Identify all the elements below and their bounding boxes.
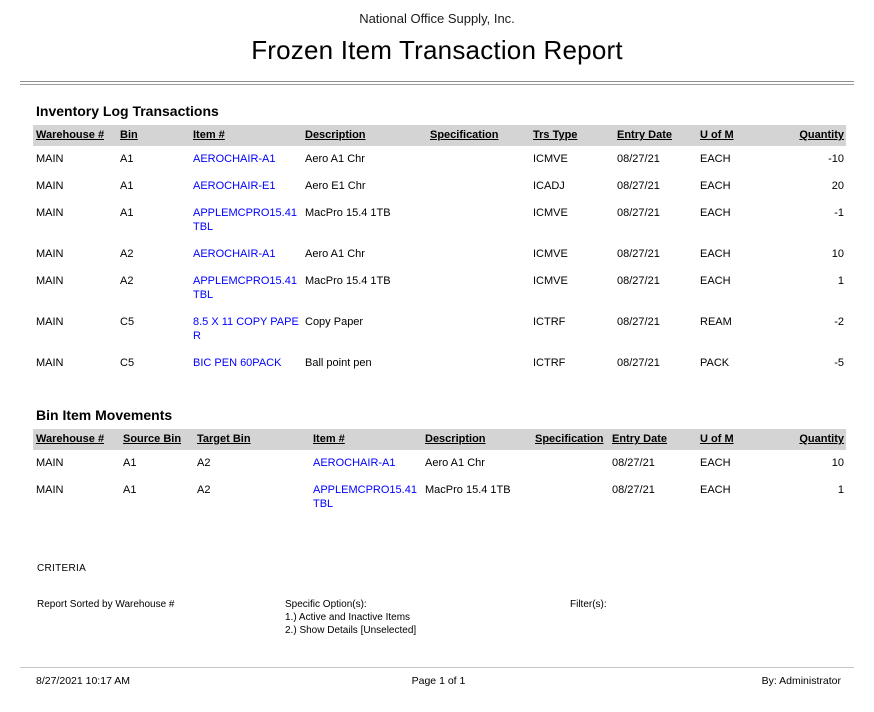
criteria-section	[37, 563, 854, 638]
cell-quantity: -2	[834, 316, 844, 328]
cell-bin: C5	[120, 357, 135, 369]
cell-description: MacPro 15.4 1TB	[305, 207, 391, 219]
cell-specification	[427, 241, 530, 268]
cell-quantity: 10	[831, 457, 844, 469]
criteria-label: CRITERIA	[37, 563, 87, 574]
inventory-log-header-row	[33, 125, 846, 146]
cell-target-bin: A2	[197, 457, 211, 469]
footer-page-number: Page 1 of 1	[411, 675, 466, 687]
col-header-specification: Specification	[532, 429, 609, 450]
cell-bin: A1	[120, 153, 134, 165]
bin-movements-header-row	[33, 429, 846, 450]
item-link[interactable]: APPLEMCPRO15.41TBL	[313, 484, 417, 510]
cell-entry-date: 08/27/21	[617, 180, 660, 192]
specific-options-label: Specific Option(s):	[285, 599, 367, 610]
col-header-source-bin: Source Bin	[120, 429, 194, 450]
col-header-quantity: Quantity	[768, 429, 846, 450]
cell-description: Aero A1 Chr	[425, 457, 485, 469]
cell-uom: EACH	[700, 457, 731, 469]
criteria-row	[37, 599, 854, 638]
cell-entry-date: 08/27/21	[617, 316, 660, 328]
cell-specification	[427, 173, 530, 200]
col-header-target-bin: Target Bin	[194, 429, 310, 450]
cell-warehouse: MAIN	[36, 357, 64, 369]
criteria-sorted-by: Report Sorted by Warehouse #	[37, 599, 175, 610]
item-link[interactable]: AEROCHAIR-A1	[313, 457, 396, 469]
col-header-entry-date: Entry Date	[614, 125, 697, 146]
cell-source-bin: A1	[123, 457, 137, 469]
specific-option-2: 2.) Show Details [Unselected]	[285, 625, 417, 636]
cell-source-bin: A1	[123, 484, 137, 496]
item-link[interactable]: AEROCHAIR-A1	[193, 248, 276, 260]
cell-uom: EACH	[700, 484, 731, 496]
table-row	[33, 309, 846, 350]
cell-bin: A2	[120, 275, 134, 287]
inventory-log-table	[33, 125, 846, 377]
cell-bin: A1	[120, 207, 134, 219]
criteria-specific-options	[285, 599, 570, 638]
cell-specification	[427, 146, 530, 173]
footer-by-user: By: Administrator	[761, 675, 841, 687]
cell-specification	[532, 477, 609, 518]
table-row	[33, 146, 846, 173]
col-header-entry-date: Entry Date	[609, 429, 697, 450]
table-row	[33, 350, 846, 377]
cell-quantity: -5	[834, 357, 844, 369]
cell-trs-type: ICMVE	[533, 153, 568, 165]
item-link[interactable]: 8.5 X 11 COPY PAPER	[193, 316, 299, 342]
cell-description: MacPro 15.4 1TB	[425, 484, 511, 496]
col-header-specification: Specification	[427, 125, 530, 146]
report-footer	[20, 667, 854, 687]
cell-uom: REAM	[700, 316, 732, 328]
cell-trs-type: ICMVE	[533, 275, 568, 287]
cell-trs-type: ICADJ	[533, 180, 565, 192]
item-link[interactable]: BIC PEN 60PACK	[193, 357, 282, 369]
cell-description: Aero E1 Chr	[305, 180, 366, 192]
criteria-filters-label: Filter(s):	[570, 599, 607, 610]
item-link[interactable]: AEROCHAIR-E1	[193, 180, 276, 192]
table-row	[33, 450, 846, 477]
cell-quantity: 20	[831, 180, 844, 192]
cell-warehouse: MAIN	[36, 248, 64, 260]
cell-quantity: 10	[831, 248, 844, 260]
section-title-inventory-log: Inventory Log Transactions	[36, 103, 219, 119]
cell-entry-date: 08/27/21	[617, 275, 660, 287]
table-row	[33, 200, 846, 241]
cell-warehouse: MAIN	[36, 457, 64, 469]
cell-entry-date: 08/27/21	[617, 248, 660, 260]
cell-warehouse: MAIN	[36, 207, 64, 219]
table-row	[33, 241, 846, 268]
footer-datetime: 8/27/2021 10:17 AM	[36, 675, 130, 687]
cell-specification	[532, 450, 609, 477]
cell-target-bin: A2	[197, 484, 211, 496]
cell-trs-type: ICTRF	[533, 357, 566, 369]
cell-entry-date: 08/27/21	[617, 207, 660, 219]
report-title: Frozen Item Transaction Report	[251, 35, 623, 65]
cell-trs-type: ICMVE	[533, 207, 568, 219]
cell-uom: EACH	[700, 153, 731, 165]
cell-uom: EACH	[700, 248, 731, 260]
cell-warehouse: MAIN	[36, 153, 64, 165]
cell-specification	[427, 309, 530, 350]
cell-uom: EACH	[700, 275, 731, 287]
col-header-bin: Bin	[117, 125, 190, 146]
col-header-description: Description	[302, 125, 427, 146]
cell-entry-date: 08/27/21	[612, 484, 655, 496]
cell-specification	[427, 268, 530, 309]
table-row	[33, 173, 846, 200]
item-link[interactable]: APPLEMCPRO15.41TBL	[193, 275, 297, 301]
bin-movements-table	[33, 429, 846, 518]
item-link[interactable]: APPLEMCPRO15.41TBL	[193, 207, 297, 233]
cell-entry-date: 08/27/21	[617, 357, 660, 369]
cell-description: MacPro 15.4 1TB	[305, 275, 391, 287]
cell-quantity: 1	[837, 484, 844, 496]
cell-uom: EACH	[700, 180, 731, 192]
cell-entry-date: 08/27/21	[617, 153, 660, 165]
cell-description: Ball point pen	[305, 357, 372, 369]
col-header-uom: U of M	[697, 429, 768, 450]
cell-warehouse: MAIN	[36, 484, 64, 496]
item-link[interactable]: AEROCHAIR-A1	[193, 153, 276, 165]
col-header-quantity: Quantity	[768, 125, 846, 146]
cell-entry-date: 08/27/21	[612, 457, 655, 469]
col-header-warehouse: Warehouse #	[33, 125, 117, 146]
cell-description: Copy Paper	[305, 316, 364, 328]
col-header-item: Item #	[310, 429, 422, 450]
col-header-uom: U of M	[697, 125, 768, 146]
cell-uom: PACK	[700, 357, 730, 369]
cell-quantity: -10	[828, 153, 844, 165]
specific-option-1: 1.) Active and Inactive Items	[285, 612, 411, 623]
company-name: National Office Supply, Inc.	[359, 11, 515, 26]
cell-description: Aero A1 Chr	[305, 248, 365, 260]
cell-quantity: 1	[837, 275, 844, 287]
cell-specification	[427, 350, 530, 377]
cell-bin: C5	[120, 316, 135, 328]
table-row	[33, 477, 846, 518]
cell-trs-type: ICTRF	[533, 316, 566, 328]
cell-quantity: -1	[834, 207, 844, 219]
col-header-item: Item #	[190, 125, 302, 146]
cell-trs-type: ICMVE	[533, 248, 568, 260]
col-header-description: Description	[422, 429, 532, 450]
cell-bin: A1	[120, 180, 134, 192]
cell-warehouse: MAIN	[36, 316, 64, 328]
table-row	[33, 268, 846, 309]
cell-warehouse: MAIN	[36, 180, 64, 192]
cell-uom: EACH	[700, 207, 731, 219]
cell-warehouse: MAIN	[36, 275, 64, 287]
section-title-bin-movements: Bin Item Movements	[36, 407, 173, 423]
header-divider	[20, 81, 854, 85]
col-header-trs-type: Trs Type	[530, 125, 614, 146]
cell-bin: A2	[120, 248, 134, 260]
col-header-warehouse: Warehouse #	[33, 429, 120, 450]
cell-specification	[427, 200, 530, 241]
cell-description: Aero A1 Chr	[305, 153, 365, 165]
